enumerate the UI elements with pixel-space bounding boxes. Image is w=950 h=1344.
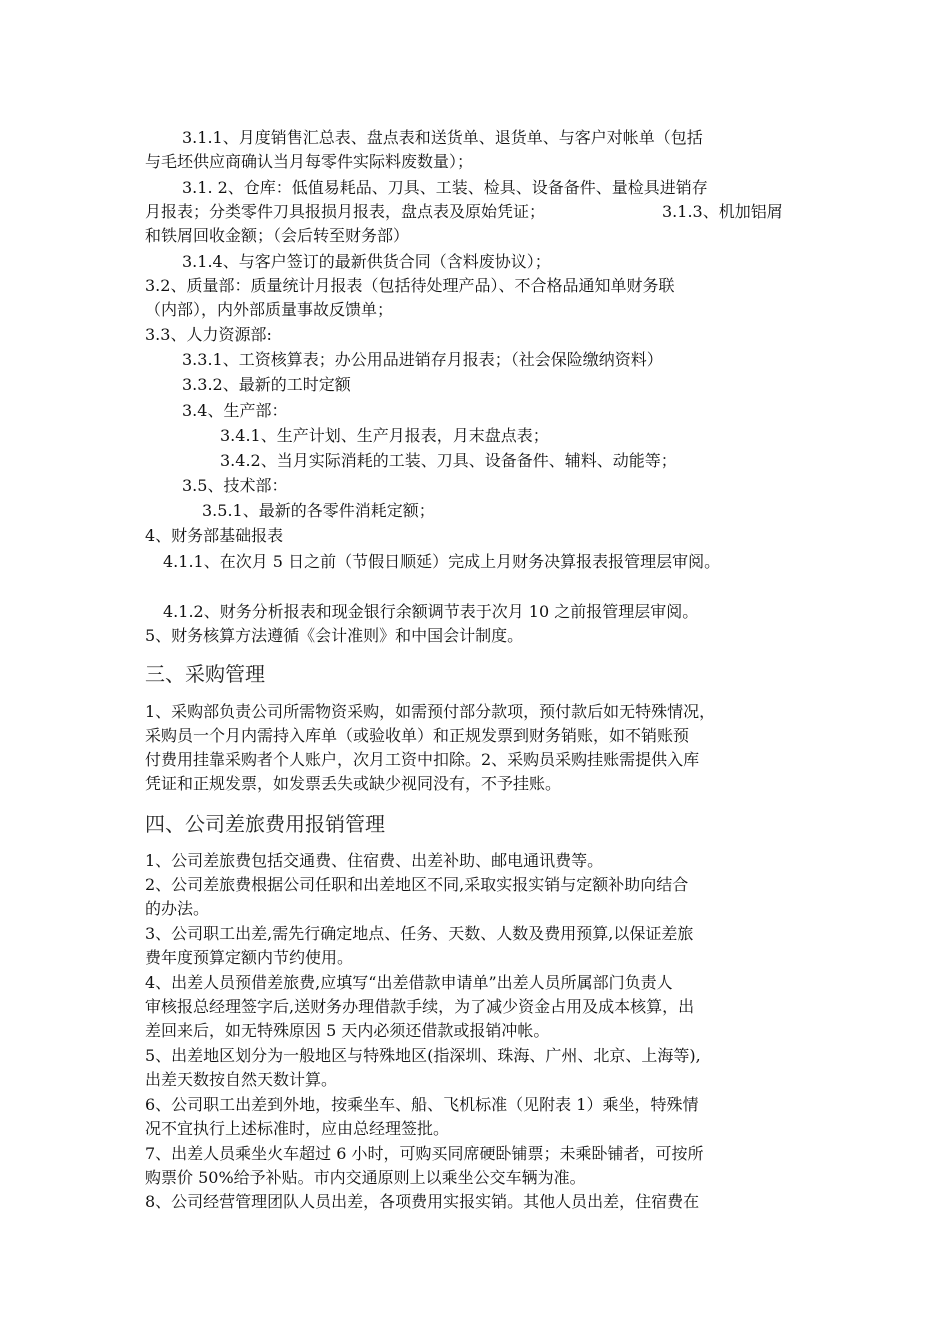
paragraph-line: 况不宜执行上述标准时，应由总经理签批。 [145, 1119, 450, 1138]
paragraph-line: 3.4、生产部： [182, 401, 288, 420]
paragraph-line: 3.5、技术部： [182, 476, 288, 495]
paragraph-line: 3.3.1、工资核算表；办公用品进销存月报表；（社会保险缴纳资料） [182, 350, 663, 369]
paragraph-line: 审核报总经理签字后,送财务办理借款手续，为了减少资金占用及成本核算，出 [145, 997, 695, 1016]
paragraph-line: 7、出差人员乘坐火车超过 6 小时，可购买同席硬卧铺票；未乘卧铺者，可按所 [145, 1144, 704, 1163]
paragraph-line: 3.3、人力资源部: [145, 325, 272, 344]
paragraph-line: 4.1.1、在次月 5 日之前（节假日顺延）完成上月财务决算报表报管理层审阅。 [163, 552, 721, 571]
paragraph-line: 3.1. 2、仓库：低值易耗品、刀具、工装、检具、设备备件、量检具进销存 [182, 178, 708, 197]
paragraph-line: 1、采购部负责公司所需物资采购，如需预付部分款项，预付款后如无特殊情况， [145, 702, 716, 721]
paragraph-line: 凭证和正规发票，如发票丢失或缺少视同没有，不予挂账。 [145, 774, 562, 793]
paragraph-line: 3.4.2、当月实际消耗的工装、刀具、设备备件、辅料、动能等； [220, 451, 677, 470]
paragraph-line: （内部），内外部质量事故反馈单； [145, 300, 394, 319]
paragraph-line: 差回来后，如无特殊原因 5 天内必须还借款或报销冲帐。 [145, 1021, 550, 1040]
paragraph-line: 3、公司职工出差,需先行确定地点、任务、天数、人数及费用预算,以保证差旅 [145, 924, 694, 943]
section-heading-purchase: 三、采购管理 [145, 662, 265, 686]
paragraph-line: 与毛坯供应商确认当月每零件实际料废数量）； [145, 152, 474, 171]
paragraph-line: 8、公司经营管理团队人员出差，各项费用实报实销。其他人员出差，住宿费在 [145, 1192, 700, 1211]
section-heading-travel: 四、公司差旅费用报销管理 [145, 812, 385, 836]
paragraph-line: 5、财务核算方法遵循《会计准则》和中国会计制度。 [145, 626, 524, 645]
paragraph-line: 出差天数按自然天数计算。 [145, 1070, 338, 1089]
paragraph-line: 购票价 50%给予补贴。市内交通原则上以乘坐公交车辆为准。 [145, 1168, 586, 1187]
paragraph-line: 3.4.1、生产计划、生产月报表，月末盘点表； [220, 426, 549, 445]
paragraph-line: 3.5.1、最新的各零件消耗定额； [202, 501, 435, 520]
paragraph-line: 3.2、质量部：质量统计月报表（包括待处理产品）、不合格品通知单财务联 [145, 276, 675, 295]
paragraph-line: 费年度预算定额内节约使用。 [145, 948, 354, 967]
paragraph-line: 6、公司职工出差到外地，按乘坐车、船、飞机标准（见附表 1）乘坐，特殊情 [145, 1095, 699, 1114]
paragraph-line: 月报表；分类零件刀具报损月报表，盘点表及原始凭证； [145, 202, 546, 221]
paragraph-line: 3.1.1、月度销售汇总表、盘点表和送货单、退货单、与客户对帐单（包括 [182, 128, 703, 147]
paragraph-line: 3.3.2、最新的工时定额 [182, 375, 351, 394]
paragraph-line: 的办法。 [145, 899, 210, 918]
paragraph-line: 4、出差人员预借差旅费,应填写“出差借款申请单”出差人员所属部门负责人 [145, 973, 673, 992]
paragraph-line: 4、财务部基础报表 [145, 526, 284, 545]
paragraph-line: 付费用挂靠采购者个人账户，次月工资中扣除。2、采购员采购挂账需提供入库 [145, 750, 700, 769]
paragraph-line: 采购员一个月内需持入库单（或验收单）和正规发票到财务销账，如不销账预 [145, 726, 690, 745]
paragraph-line: 1、公司差旅费包括交通费、住宿费、出差补助、邮电通讯费等。 [145, 851, 604, 870]
paragraph-line: 2、公司差旅费根据公司任职和出差地区不同,采取实报实销与定额补助向结合 [145, 875, 689, 894]
paragraph-line: 4.1.2、财务分析报表和现金银行余额调节表于次月 10 之前报管理层审阅。 [163, 602, 699, 621]
paragraph-line: 和铁屑回收金额；（会后转至财务部） [145, 226, 410, 245]
paragraph-line: 5、出差地区划分为一般地区与特殊地区(指深圳、珠海、广州、北京、上海等), [145, 1046, 701, 1065]
paragraph-line: 3.1.4、与客户签订的最新供货合同（含料废协议）； [182, 252, 551, 271]
paragraph-line: 3.1.3、机加铝屑 [662, 202, 783, 221]
